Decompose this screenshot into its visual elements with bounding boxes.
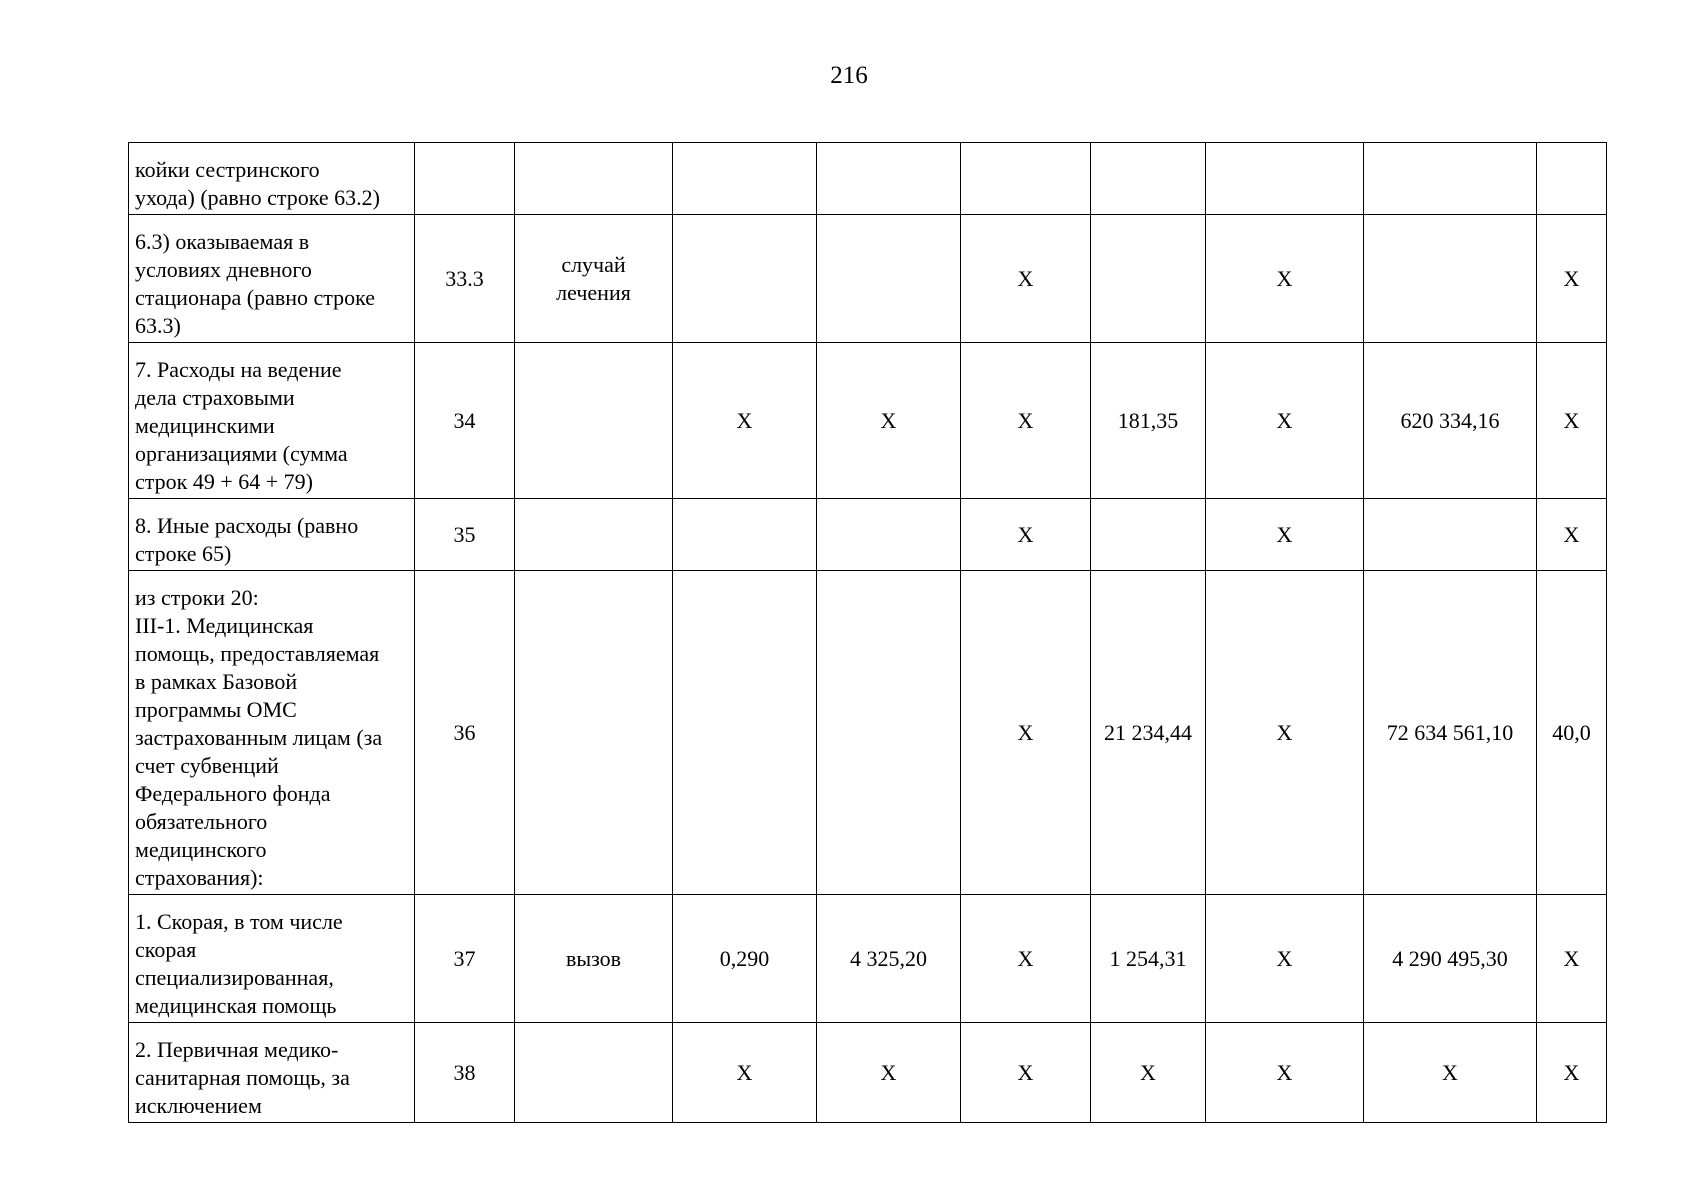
- cost-per-unit-cell: X: [817, 343, 961, 499]
- cost-per-unit-cell: [817, 499, 961, 571]
- per-capita-oms-cell: X: [1091, 1023, 1206, 1123]
- total-oms-cell: 72 634 561,10: [1364, 571, 1537, 895]
- total-budget-cell: X: [1206, 499, 1364, 571]
- per-capita-budget-cell: X: [961, 215, 1091, 343]
- row-number-cell: 36: [415, 571, 515, 895]
- unit-cell: [515, 1023, 673, 1123]
- total-budget-cell: X: [1206, 571, 1364, 895]
- volume-cell: [673, 143, 817, 215]
- percent-cell: X: [1537, 215, 1607, 343]
- per-capita-budget-cell: X: [961, 571, 1091, 895]
- cost-per-unit-cell: [817, 571, 961, 895]
- per-capita-oms-cell: 1 254,31: [1091, 895, 1206, 1023]
- unit-cell: вызов: [515, 895, 673, 1023]
- percent-cell: X: [1537, 343, 1607, 499]
- unit-cell: [515, 343, 673, 499]
- percent-cell: X: [1537, 499, 1607, 571]
- volume-cell: 0,290: [673, 895, 817, 1023]
- table-row: [129, 571, 1607, 895]
- per-capita-oms-cell: [1091, 499, 1206, 571]
- per-capita-budget-cell: X: [961, 1023, 1091, 1123]
- row-number-cell: [415, 143, 515, 215]
- table-row: [129, 143, 1607, 215]
- cost-per-unit-cell: [817, 143, 961, 215]
- volume-cell: [673, 571, 817, 895]
- per-capita-budget-cell: X: [961, 343, 1091, 499]
- row-name-cell: 6.3) оказываемая в условиях дневного стационара (равно строке 63.3): [129, 215, 415, 343]
- total-oms-cell: 620 334,16: [1364, 343, 1537, 499]
- percent-cell: [1537, 143, 1607, 215]
- table-row: [129, 1023, 1607, 1123]
- row-name-cell: 2. Первичная медико- санитарная помощь, за исключением: [129, 1023, 415, 1123]
- row-name-cell: из строки 20: III-1. Медицинская помощь, предоставляемая в рамках Базовой программы ОМС застрахованным лицам (за счет субвенций Федерального фонда обязательного медицинского страхования):: [129, 571, 415, 895]
- percent-cell: X: [1537, 1023, 1607, 1123]
- volume-cell: X: [673, 1023, 817, 1123]
- total-oms-cell: [1364, 143, 1537, 215]
- row-number-cell: 38: [415, 1023, 515, 1123]
- row-name-cell: 1. Скорая, в том числе скорая специализированная, медицинская помощь: [129, 895, 415, 1023]
- row-name-cell: 8. Иные расходы (равно строке 65): [129, 499, 415, 571]
- unit-cell: [515, 499, 673, 571]
- data-table: [128, 142, 1607, 1123]
- total-oms-cell: 4 290 495,30: [1364, 895, 1537, 1023]
- row-number-cell: 34: [415, 343, 515, 499]
- per-capita-oms-cell: 181,35: [1091, 343, 1206, 499]
- row-name-cell: койки сестринского ухода) (равно строке 63.2): [129, 143, 415, 215]
- volume-cell: [673, 499, 817, 571]
- page-number: 216: [830, 62, 868, 89]
- per-capita-budget-cell: [961, 143, 1091, 215]
- total-budget-cell: X: [1206, 343, 1364, 499]
- total-budget-cell: X: [1206, 215, 1364, 343]
- total-oms-cell: X: [1364, 1023, 1537, 1123]
- table-row: [129, 215, 1607, 343]
- cost-per-unit-cell: [817, 215, 961, 343]
- row-name-cell: 7. Расходы на ведение дела страховыми медицинскими организациями (сумма строк 49 + 64 + 79): [129, 343, 415, 499]
- cost-per-unit-cell: X: [817, 1023, 961, 1123]
- per-capita-oms-cell: [1091, 215, 1206, 343]
- table-row: [129, 343, 1607, 499]
- total-budget-cell: X: [1206, 895, 1364, 1023]
- percent-cell: X: [1537, 895, 1607, 1023]
- row-number-cell: 35: [415, 499, 515, 571]
- volume-cell: [673, 215, 817, 343]
- percent-cell: 40,0: [1537, 571, 1607, 895]
- unit-cell: случай лечения: [515, 215, 673, 343]
- total-oms-cell: [1364, 215, 1537, 343]
- total-oms-cell: [1364, 499, 1537, 571]
- per-capita-budget-cell: X: [961, 895, 1091, 1023]
- volume-cell: X: [673, 343, 817, 499]
- row-number-cell: 33.3: [415, 215, 515, 343]
- total-budget-cell: X: [1206, 1023, 1364, 1123]
- unit-cell: [515, 143, 673, 215]
- per-capita-oms-cell: 21 234,44: [1091, 571, 1206, 895]
- table-row: [129, 499, 1607, 571]
- row-number-cell: 37: [415, 895, 515, 1023]
- per-capita-budget-cell: X: [961, 499, 1091, 571]
- per-capita-oms-cell: [1091, 143, 1206, 215]
- table-row: [129, 895, 1607, 1023]
- total-budget-cell: [1206, 143, 1364, 215]
- unit-cell: [515, 571, 673, 895]
- cost-per-unit-cell: 4 325,20: [817, 895, 961, 1023]
